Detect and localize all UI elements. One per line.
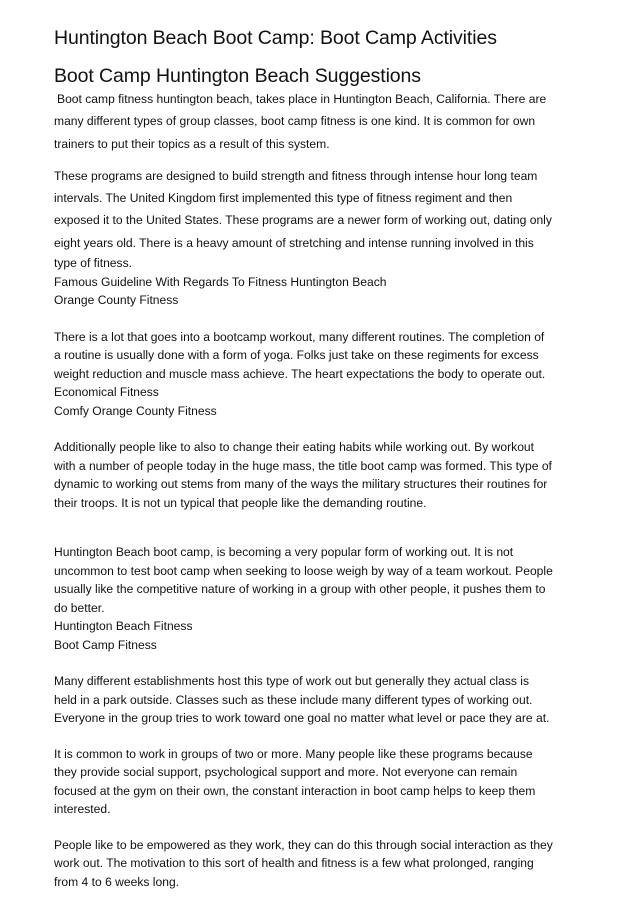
link-boot-camp-fitness[interactable]: Boot Camp Fitness [54, 637, 157, 652]
paragraph-empowered-line-1: People like to be empowered as they work, they can do this through social interaction as they [54, 837, 553, 852]
paragraph-est-line-1: Many different establishments host this type of work out but generally they actual class is [54, 674, 530, 689]
paragraph-empowered-line-2: work out. The motivation to this sort of health and fitness is a few what prolonged, ranging [54, 856, 534, 871]
paragraph-empowered [54, 836, 594, 892]
paragraph-eating-line-3: dynamic to working out stems from many of the ways the military structures their routines for [54, 477, 548, 492]
link-economical-fitness[interactable]: Economical Fitness [54, 385, 159, 400]
paragraph-hb-line-2: uncommon to test boot camp when seeking to loose weigh by way of a team workout. People [54, 563, 553, 578]
paragraph-workout-line-1: There is a lot that goes into a bootcamp workout, many different routines. The completion of [54, 329, 545, 344]
link-group-2 [54, 383, 594, 420]
paragraph-groups-line-1: It is common to work in groups of two or more. Many people like these programs because [54, 746, 533, 761]
paragraph-workout-line-2: a routine is usually done with a form of yoga. Folks just take on these regiments for excess [54, 348, 539, 363]
paragraph-eating-line-1: Additionally people like to also to change their eating habits while working out. By workout [54, 440, 535, 455]
paragraph-programs-line-3: exposed it to the United States. These programs are a newer form of working out, dating only [54, 213, 552, 228]
paragraph-groups-line-2: they provide social support, psychological support and more. Not everyone can remain [54, 765, 518, 780]
paragraph-programs-line-1: These programs are designed to build strength and fitness through intense hour long team [54, 168, 538, 183]
paragraph-establishments [54, 672, 594, 728]
paragraph-intro-line-2: many different types of group classes, boot camp fitness is one kind. It is common for own [54, 114, 536, 129]
paragraph-groups-line-3: focused at the gym on their own, the constant interaction in boot camp helps to keep them [54, 783, 536, 798]
paragraph-programs-line-2: intervals. The United Kingdom first implemented this type of fitness regiment and then [54, 191, 513, 206]
page-title: Huntington Beach Boot Camp: Boot Camp Activities [54, 27, 497, 49]
paragraph-hb-line-3: usually like the competitive nature of working in a group with other people, it pushes them to [54, 582, 546, 597]
paragraph-programs-line-4: eight years old. There is a heavy amount of stretching and intense running involved in this [54, 235, 534, 250]
paragraph-eating-line-4: their troops. It is not un typical that people like the demanding routine. [54, 495, 427, 510]
link-orange-county-fitness[interactable]: Orange County Fitness [54, 293, 179, 308]
paragraph-intro-line-3: trainers to put their topics as a result of this system. [54, 136, 330, 151]
link-famous-guideline[interactable]: Famous Guideline With Regards To Fitness Huntington Beach [54, 274, 387, 289]
paragraph-programs [54, 165, 594, 273]
paragraph-est-line-3: Everyone in the group tries to work toward one goal no matter what level or pace they are at. [54, 711, 550, 726]
link-group-1 [54, 273, 594, 310]
paragraph-intro-line-1: Boot camp fitness huntington beach, takes place in Huntington Beach, California. There are [57, 92, 547, 106]
paragraph-workout [54, 328, 594, 384]
paragraph-est-line-2: held in a park outside. Classes such as these include many different types of working out. [54, 692, 533, 707]
link-comfy-orange-county-fitness[interactable]: Comfy Orange County Fitness [54, 403, 217, 418]
paragraph-huntington-boot-camp [54, 543, 594, 617]
paragraph-eating-habits [54, 438, 594, 512]
paragraph-hb-line-4: do better. [54, 600, 105, 615]
paragraph-programs-line-5: type of fitness. [54, 256, 132, 271]
document-page [54, 26, 594, 891]
paragraph-empowered-line-3: from 4 to 6 weeks long. [54, 874, 180, 889]
paragraph-groups [54, 745, 594, 819]
section-heading: Boot Camp Huntington Beach Suggestions [54, 65, 421, 87]
paragraph-workout-line-3: weight reduction and muscle mass achieve. The heart expectations the body to operate out. [54, 366, 546, 381]
link-group-3 [54, 617, 594, 654]
paragraph-eating-line-2: with a number of people today in the huge mass, the title boot camp was formed. This type of [54, 458, 552, 473]
link-huntington-beach-fitness[interactable]: Huntington Beach Fitness [54, 619, 193, 634]
paragraph-groups-line-4: interested. [54, 802, 111, 817]
paragraph-hb-line-1: Huntington Beach boot camp, is becoming a very popular form of working out. It is not [54, 545, 514, 560]
